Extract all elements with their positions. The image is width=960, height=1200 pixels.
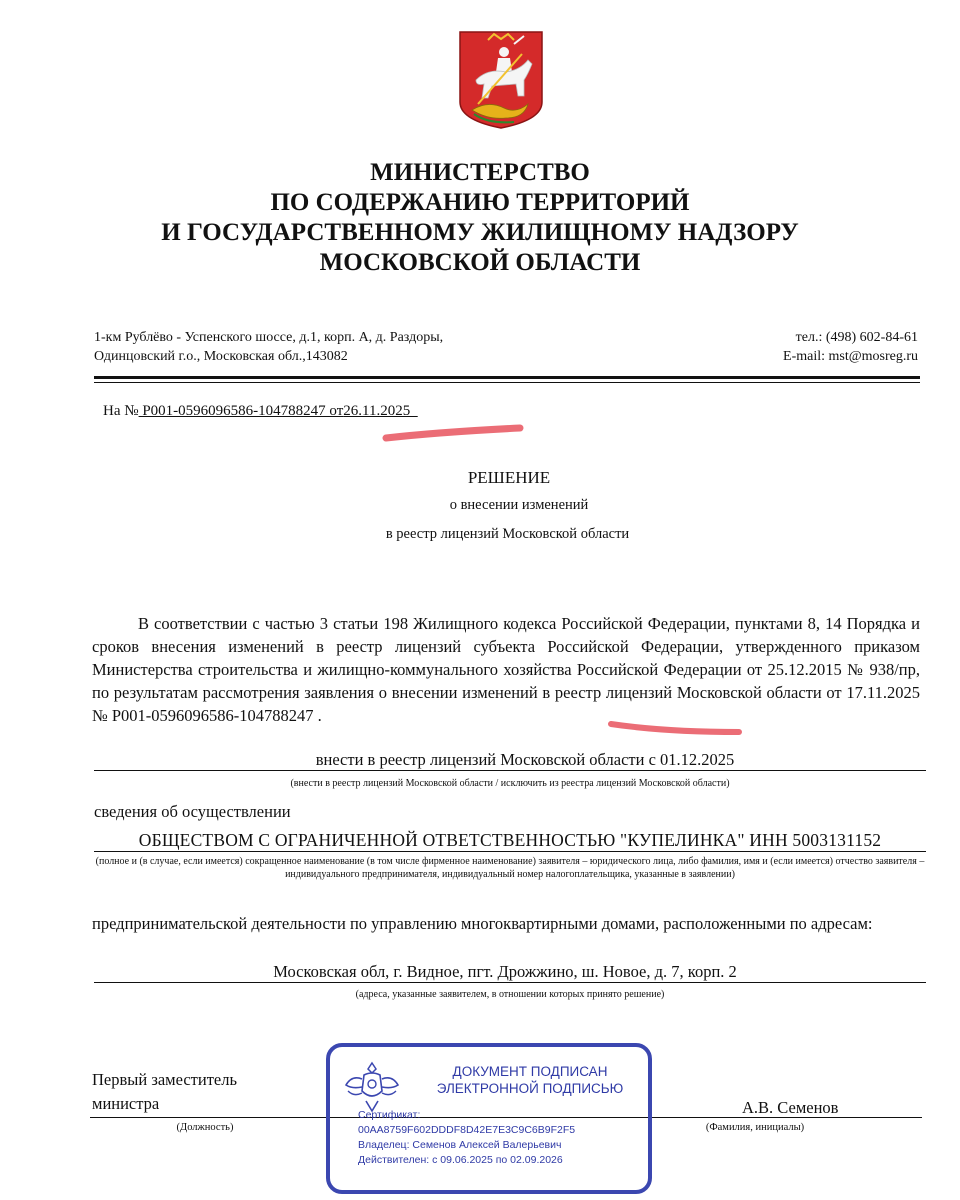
name-caption: (Фамилия, инициалы) (705, 1122, 805, 1133)
activity-text: предпринимательской деятельности по управлению многоквартирными домами, расположенными по адресам: (92, 914, 873, 933)
ministry-name (0, 158, 960, 278)
ministry-line: ПО СОДЕРЖАНИЮ ТЕРРИТОРИЙ (270, 189, 690, 216)
eagle-emblem-icon (342, 1057, 402, 1115)
decision-value: внести в реестр лицензий Московской области с 01.12.2025 (94, 750, 926, 771)
certificate-owner: Владелец: Семенов Алексей Валерьевич (358, 1139, 562, 1151)
reference-number (103, 403, 418, 420)
ministry-line: МОСКОВСКОЙ ОБЛАСТИ (319, 249, 641, 276)
decision-caption: (внести в реестр лицензий Московской области / исключить из реестра лицензий Московской области) (290, 778, 730, 789)
reference-date: 26.11.2025 (343, 403, 418, 419)
object-address-caption: (адреса, указанные заявителем, в отношении которых принято решение) (355, 989, 665, 1000)
electronic-signature-stamp (326, 1043, 652, 1194)
decision-subtitle: в реестр лицензий Московской области (385, 526, 630, 542)
header-divider-thick (94, 376, 920, 379)
address-line: 1-км Рублёво - Успенского шоссе, д.1, корп. А, д. Раздоры, (94, 330, 444, 345)
email: E-mail: mst@mosreg.ru (783, 349, 918, 364)
stamp-details (358, 1108, 575, 1168)
stamp-title (410, 1063, 650, 1097)
position-caption: (Должность) (176, 1122, 234, 1133)
ministry-line: И ГОСУДАРСТВЕННОМУ ЖИЛИЩНОМУ НАДЗОРУ (161, 219, 799, 246)
body-paragraph: В соответствии с частью 3 статьи 198 Жилищного кодекса Российской Федерации, пунктами 8, 14 Порядка и сроков внесения изменений в реестр лицензий субъекта Российской Федерации, утвержденного приказом Министерства строительства и жилищно-коммунального хозяйства Российской Федерации от 25.12.2015 № 938/пр, по результатам рассмотрения заявления о внесении изменений в реестр лицензий Московской области от 17.11.2025 № Р001-0596096586-104788247 . (92, 614, 920, 725)
stamp-title-line: ДОКУМЕНТ ПОДПИСАН (452, 1064, 608, 1079)
signatory-name: А.В. Семенов (742, 1098, 839, 1117)
ministry-contacts (783, 328, 918, 366)
phone: тел.: (498) 602-84-61 (795, 330, 918, 345)
position-line: Первый заместитель (92, 1070, 237, 1089)
certificate-label: Сертификат: (358, 1109, 421, 1121)
decision-subtitle: о внесении изменений (449, 497, 589, 513)
address-line: Одинцовский г.о., Московская обл.,143082 (94, 349, 348, 364)
stamp-title-line: ЭЛЕКТРОННОЙ ПОДПИСЬЮ (436, 1081, 624, 1096)
reference-prefix: На № (103, 403, 139, 419)
decision-title: РЕШЕНИЕ (467, 468, 551, 487)
signatory-position (92, 1070, 237, 1114)
applicant-name: ОБЩЕСТВОМ С ОГРАНИЧЕННОЙ ОТВЕТСТВЕННОСТЬЮ "КУПЕЛИНКА" ИНН 5003131152 (94, 830, 926, 852)
certificate-number: 00AA8759F602DDDF8D42E7E3C9C6B9F2F5 (358, 1124, 576, 1136)
reference-number-value: Р001-0596096586-104788247 от (138, 403, 344, 419)
coat-of-arms-icon (458, 30, 544, 130)
highlight-mark (380, 420, 525, 446)
applicant-caption: (полное и (в случае, если имеется) сокращенное наименование (в том числе фирменное наименование) заявителя – юридического лица, либо фамилия, имя и (если имеется) отчество заявителя – индивидуального предпринимателя, индивидуальный номер налогоплательщика, указанные в заявлении) (95, 856, 925, 880)
ministry-line: МИНИСТЕРСТВО (370, 159, 590, 186)
header-divider-thin (94, 382, 920, 383)
object-address: Московская обл, г. Видное, пгт. Дрожжино, ш. Новое, д. 7, корп. 2 (94, 962, 926, 983)
ministry-address (94, 328, 443, 366)
certificate-validity: Действителен: с 09.06.2025 по 02.09.2026 (358, 1154, 563, 1166)
position-line: министра (92, 1094, 160, 1113)
info-label: сведения об осуществлении (94, 802, 291, 821)
